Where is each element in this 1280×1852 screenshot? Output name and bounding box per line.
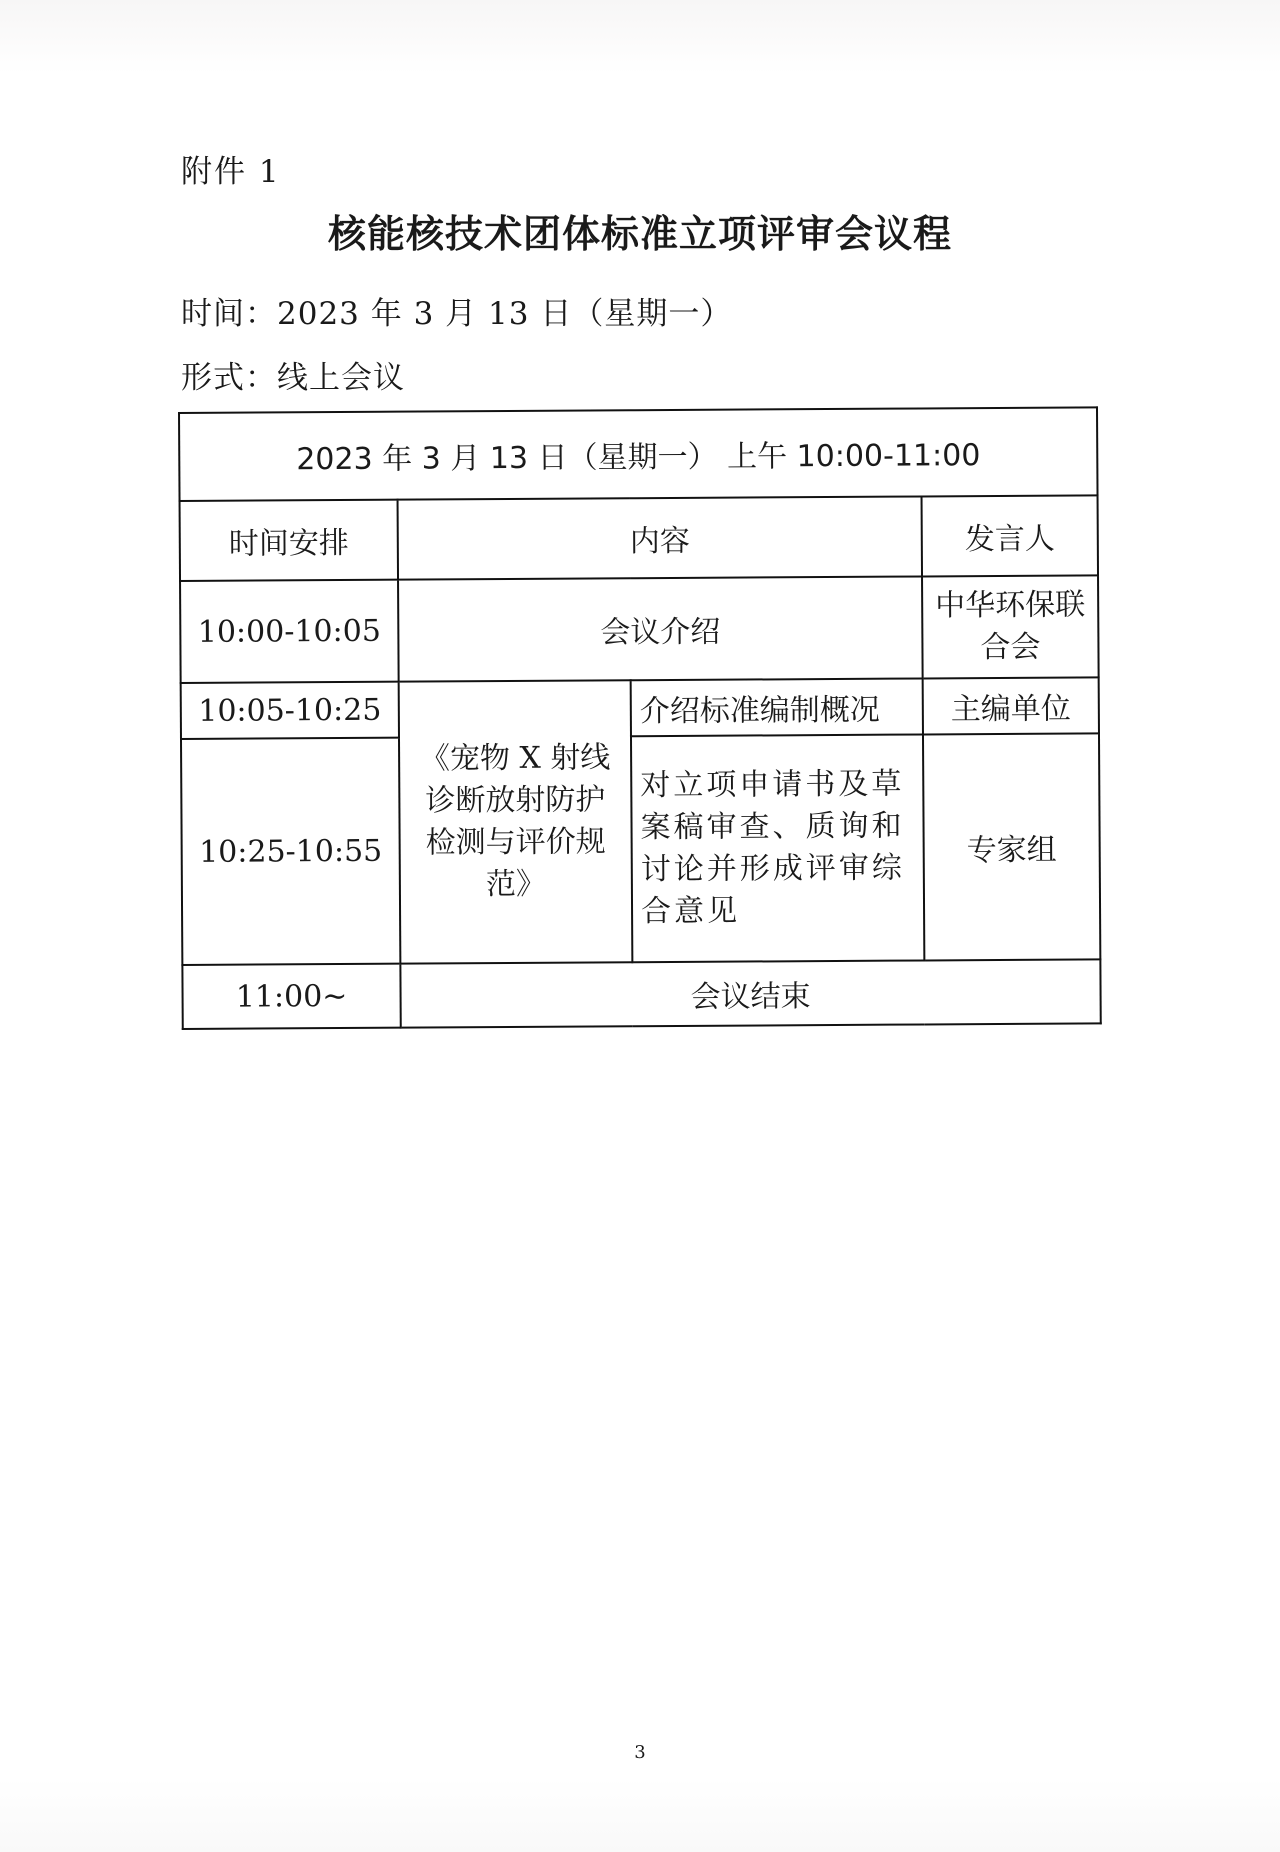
table-row	[182, 959, 1100, 1029]
table-row	[180, 575, 1099, 683]
row-time: 11:00~	[182, 964, 400, 1029]
row-content: 会议结束	[400, 959, 1100, 1027]
session-header: 2023 年 3 月 13 日（星期一） 上午 10:00-11:00	[179, 407, 1098, 501]
agenda-table	[178, 406, 1102, 1030]
row-time: 10:05-10:25	[181, 682, 399, 739]
row-content: 介绍标准编制概况	[631, 678, 923, 736]
row-time: 10:00-10:05	[180, 580, 399, 683]
row-content: 会议介绍	[398, 576, 923, 681]
meeting-format-line: 形式：线上会议	[181, 360, 405, 396]
document-title: 核能核技术团体标准立项评审会议程	[327, 212, 952, 256]
meeting-time-line: 时间：2023 年 3 月 13 日（星期一）	[181, 296, 733, 332]
row-speaker: 主编单位	[923, 677, 1099, 734]
row-time: 10:25-10:55	[181, 738, 400, 965]
column-header-content: 内容	[398, 496, 922, 579]
row-content: 对立项申请书及草案稿审查、质询和讨论并形成评审综合意见	[631, 734, 924, 962]
session-header-row	[179, 407, 1098, 501]
standard-name: 《宠物 X 射线诊断放射防护检测与评价规范》	[399, 680, 633, 963]
page-number: 3	[634, 1742, 646, 1763]
column-header-speaker: 发言人	[922, 495, 1099, 576]
attachment-label: 附件 1	[181, 154, 281, 190]
table-row	[181, 677, 1099, 739]
table-row	[181, 733, 1100, 965]
row-speaker: 中华环保联合会	[922, 575, 1099, 678]
column-header-time: 时间安排	[180, 500, 398, 581]
row-speaker: 专家组	[923, 733, 1100, 960]
table-header-row	[180, 495, 1099, 581]
